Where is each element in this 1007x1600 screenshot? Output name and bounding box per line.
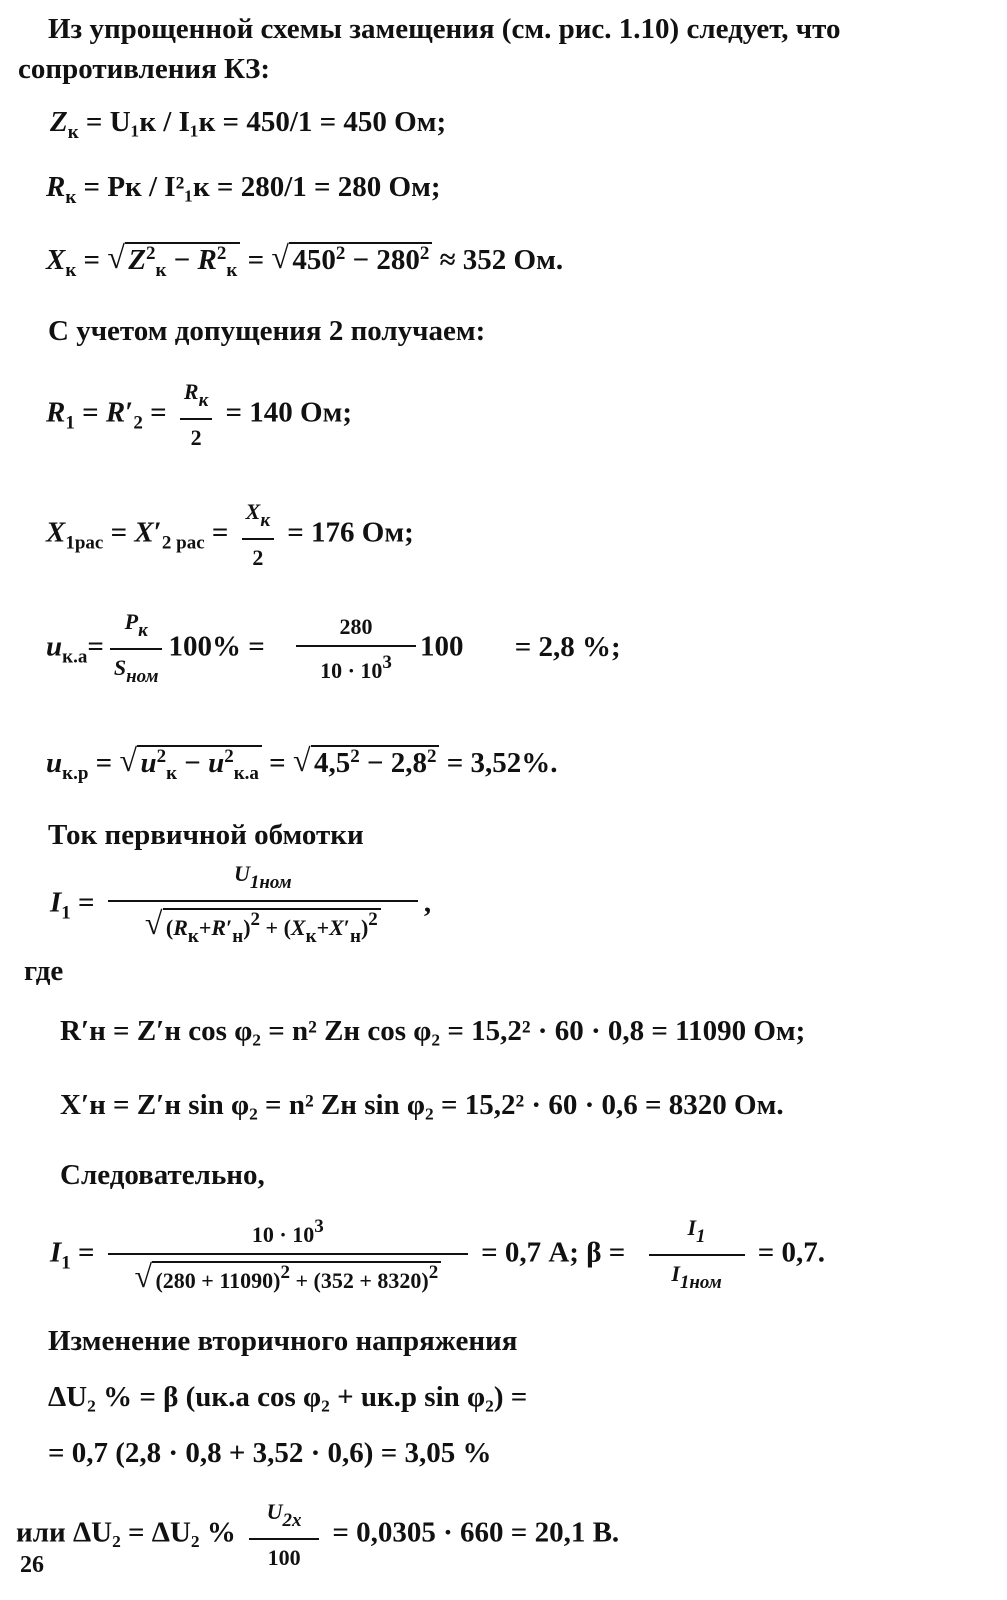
eq-x1: $X_{1рас} = X'_{2 рас}$ = $\frac{Xк}{2}$ = 176 Ом; bbox=[46, 499, 414, 570]
eq-xk: $X_к$ = √ $Z^2_к - R^2_к$ = √ $450^2 - 280^2 \approx 352$ Ом. bbox=[46, 242, 563, 282]
eq-uka: $u_{к.а}=$ $\frac{Pк}{\text{Sном}}$ 100% = $\frac{280}{10 \cdot 103}$ 100 = 2,8 %; bbox=[46, 609, 621, 687]
intro-line1: Из упрощенной схемы замещения (см. рис. 1.10) следует, что bbox=[48, 13, 841, 45]
eq-i1-result: $I_1$ = 10 · 103 √ (280 + 11090)2 + (352 + 8320)2 = 0,7 А; β = $\frac{I1}{\text{I1ном}}$ = 0,7. bbox=[50, 1216, 825, 1294]
eq-r1: $R_1 = R'_2$ = $\frac{Rк}{2}$ = 140 Ом; bbox=[46, 379, 352, 450]
eq-xn: X′н = Z′н sin φ₂ = n² Zн sin φ₂ = 15,2² · 60 · 0,6 = 8320 Ом. bbox=[60, 1089, 784, 1121]
intro-line2: сопротивления КЗ: bbox=[18, 53, 271, 85]
eq-rk: $R_к$ = Pк / I²₁к = 280/1 = 280 Ом; bbox=[46, 171, 441, 208]
sled-text: Следовательно, bbox=[60, 1159, 265, 1191]
eq-du3: или ΔU₂ = ΔU₂ % $\frac{U2x}{100}$ = 0,0305 · 660 = 20,1 В. bbox=[16, 1499, 620, 1570]
eq-i1-formula: $I_1$ = U1ном √ (Rк+R′н)2 + (Xк+X′н)2 , bbox=[50, 862, 431, 948]
eq-rn: R′н = Z′н cos φ₂ = n² Zн cos φ₂ = 15,2² · 60 · 0,8 = 11090 Ом; bbox=[60, 1015, 806, 1047]
assume-text: С учетом допущения 2 получаем: bbox=[48, 315, 486, 347]
tok-heading: Ток первичной обмотки bbox=[48, 819, 364, 851]
page-number: 26 bbox=[20, 1552, 44, 1578]
eq-du2: = 0,7 (2,8 · 0,8 + 3,52 · 0,6) = 3,05 % bbox=[48, 1437, 492, 1469]
eq-ukr: $u_{к.р}$ = √ $u^2_к - u^2_{к.а}$ = √ $4,5^2 - 2,8^2 = 3,52\%$. bbox=[46, 745, 558, 785]
izm-heading: Изменение вторичного напряжения bbox=[48, 1325, 518, 1357]
gde-text: где bbox=[24, 955, 64, 987]
eq-zk: $Z_к = U_1к / I_1к = 450/1 = 450$ Ом; bbox=[50, 106, 447, 143]
eq-du1: ΔU₂ % = β (uк.а cos φ₂ + uк.р sin φ₂) = bbox=[48, 1381, 528, 1413]
